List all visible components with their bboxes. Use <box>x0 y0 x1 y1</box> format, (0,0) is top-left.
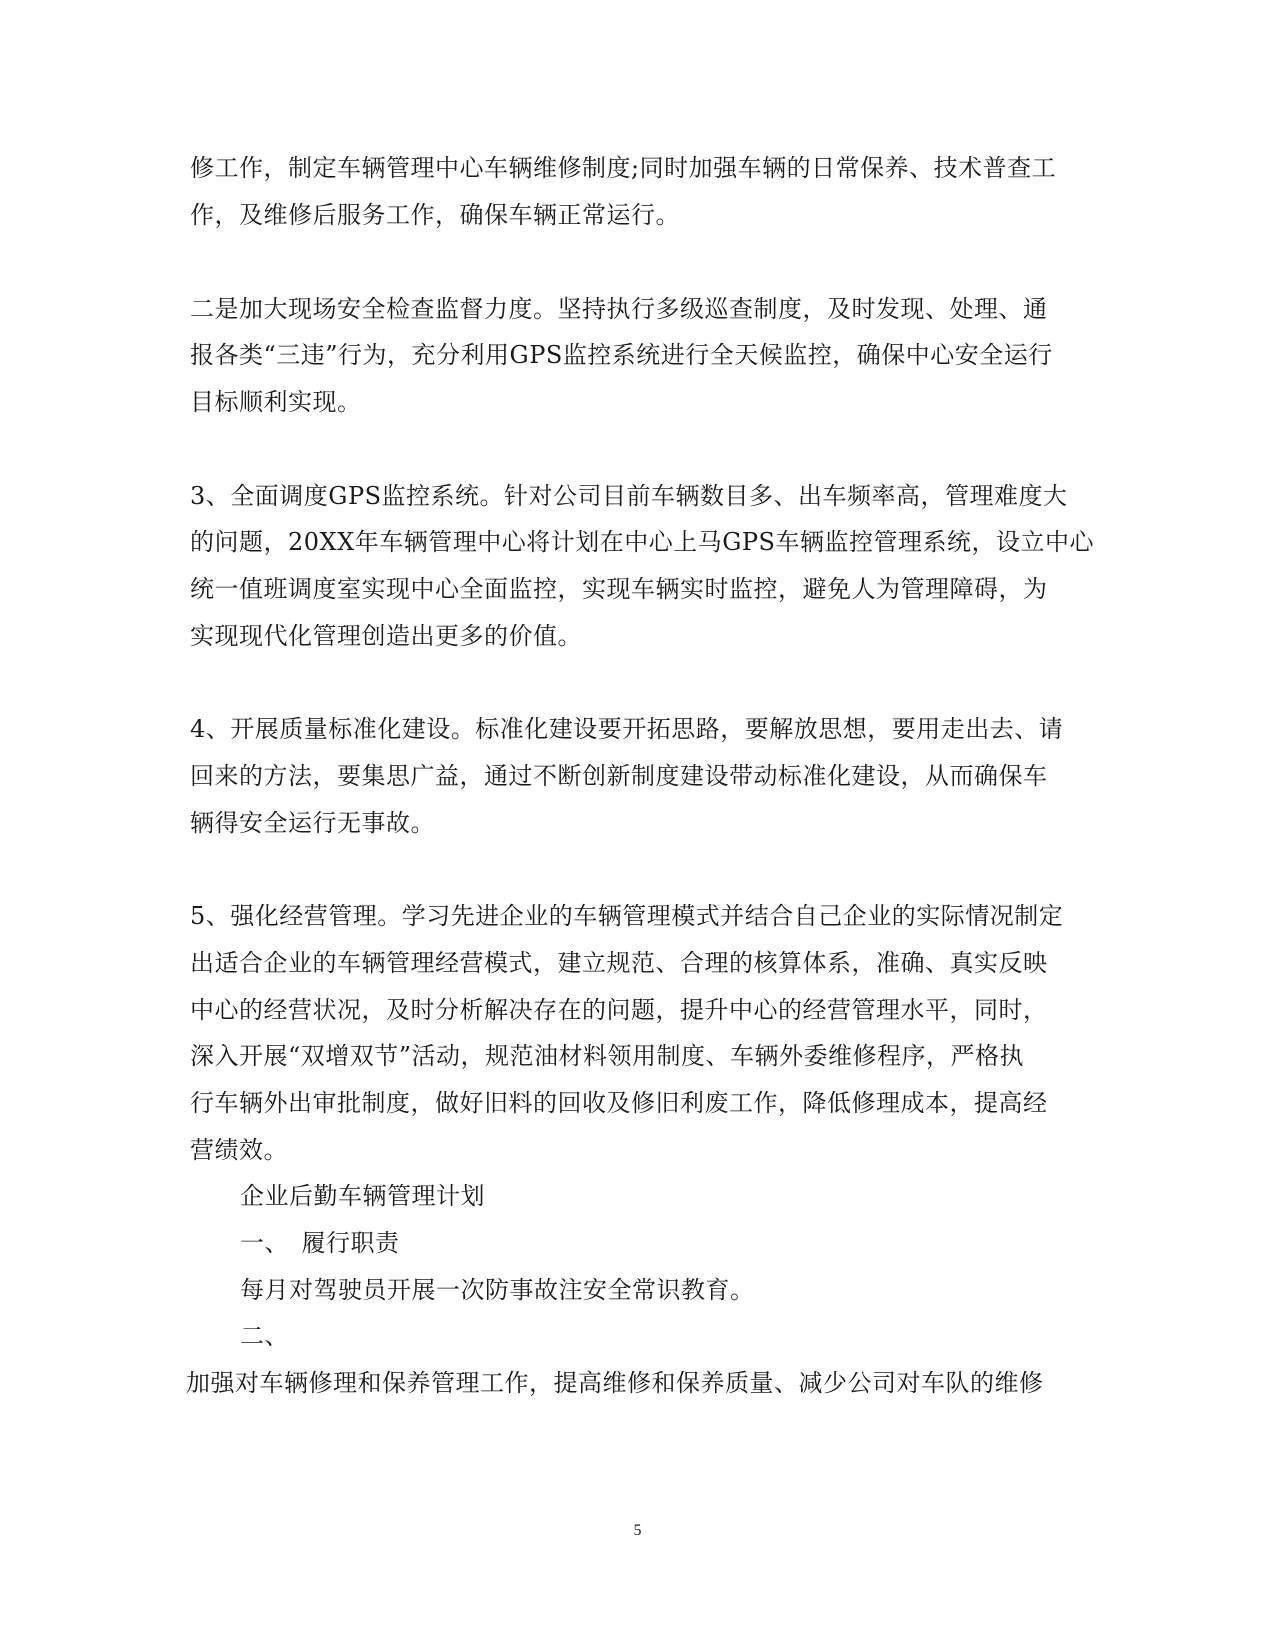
paragraph-line: 作，及维修后服务工作，确保车辆正常运行。 <box>190 201 680 229</box>
paragraph-line: 实现现代化管理创造出更多的价值。 <box>190 622 582 650</box>
paragraph-line: 出适合企业的车辆管理经营模式，建立规范、合理的核算体系，准确、真实反映 <box>190 949 1048 977</box>
paragraph-line: 修工作，制定车辆管理中心车辆维修制度;同时加强车辆的日常保养、技术普查工 <box>190 154 1057 182</box>
paragraph-line: 二是加大现场安全检查监督力度。坚持执行多级巡查制度，及时发现、处理、通 <box>190 295 1048 323</box>
paragraph-line: 5、强化经营管理。学习先进企业的车辆管理模式并结合自己企业的实际情况制定 <box>190 902 1064 930</box>
paragraph-line: 目标顺利实现。 <box>190 388 362 416</box>
paragraph-line: 4、开展质量标准化建设。标准化建设要开拓思路，要解放思想，要用走出去、请 <box>190 715 1064 743</box>
list-heading: 二、 <box>240 1322 289 1350</box>
paragraph-line: 3、全面调度GPS监控系统。针对公司目前车辆数目多、出车频率高，管理难度大 <box>190 482 1068 510</box>
list-heading: 一、 履行职责 <box>240 1229 400 1257</box>
paragraph-line: 回来的方法，要集思广益，通过不断创新制度建设带动标准化建设，从而确保车 <box>190 762 1048 790</box>
section-heading: 企业后勤车辆管理计划 <box>240 1182 485 1210</box>
paragraph-line: 营绩效。 <box>190 1136 288 1164</box>
paragraph-line: 统一值班调度室实现中心全面监控，实现车辆实时监控，避免人为管理障碍，为 <box>190 575 1048 603</box>
paragraph-line: 每月对驾驶员开展一次防事故注安全常识教育。 <box>240 1276 755 1304</box>
paragraph-line: 辆得安全运行无事故。 <box>190 809 435 837</box>
paragraph-line: 行车辆外出审批制度，做好旧料的回收及修旧利废工作，降低修理成本，提高经 <box>190 1089 1048 1117</box>
paragraph-line: 报各类“三违”行为，充分利用GPS监控系统进行全天候监控，确保中心安全运行 <box>190 341 1053 369</box>
page-number: 5 <box>633 1522 642 1539</box>
paragraph-line: 深入开展“双增双节”活动，规范油材料领用制度、车辆外委维修程序，严格执 <box>190 1042 1025 1070</box>
paragraph-line: 的问题，20XX年车辆管理中心将计划在中心上马GPS车辆监控管理系统，设立中心 <box>190 528 1094 556</box>
paragraph-line: 加强对车辆修理和保养管理工作，提高维修和保养质量、减少公司对车队的维修 <box>186 1369 1044 1397</box>
paragraph-line: 中心的经营状况，及时分析解决存在的问题，提升中心的经营管理水平，同时， <box>190 996 1048 1024</box>
